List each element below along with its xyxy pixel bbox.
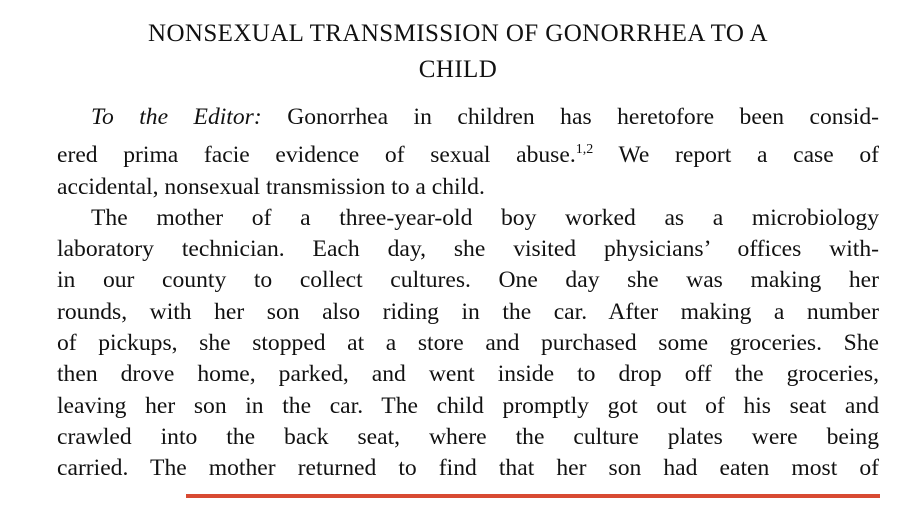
salutation: To the Editor: [91,104,262,130]
body-line-12: carried. The mother returned to find that her son had eaten most of [57,455,879,481]
highlight-underline [186,494,880,498]
body-line-7: rounds, with her son also riding in the car. After making a number [57,299,879,325]
body-line-3: accidental, nonsexual transmission to a child. [57,174,485,200]
body-line-2-tail: We report a case of [618,142,879,168]
body-line-6: in our county to collect cultures. One day she was making her [57,267,879,293]
article-title [40,16,876,88]
reference-superscript: 1,2 [575,142,594,157]
article-title-line-2: CHILD [418,56,498,83]
body-line-8: of pickups, she stopped at a store and purchased some groceries. She [57,330,879,356]
article-title-line-1: NONSEXUAL TRANSMISSION OF GONORRHEA TO A [147,20,769,47]
body-line-10: leaving her son in the car. The child promptly got out of his seat and [57,393,879,419]
body-line-9: then drove home, parked, and went inside to drop off the groceries, [57,361,879,387]
body-line-1 [91,102,879,132]
body-line-2-text: ered prima facie evidence of sexual abuse. [57,142,576,168]
body-line-2 [57,140,879,170]
body-line-5: laboratory technician. Each day, she visited physicians’ offices with- [57,236,879,262]
body-line-11: crawled into the back seat, where the culture plates were being [57,424,879,450]
body-line-1-text: Gonorrhea in children has heretofore been consid- [287,104,879,130]
body-line-4: The mother of a three-year-old boy worked as a microbiology [91,205,879,231]
